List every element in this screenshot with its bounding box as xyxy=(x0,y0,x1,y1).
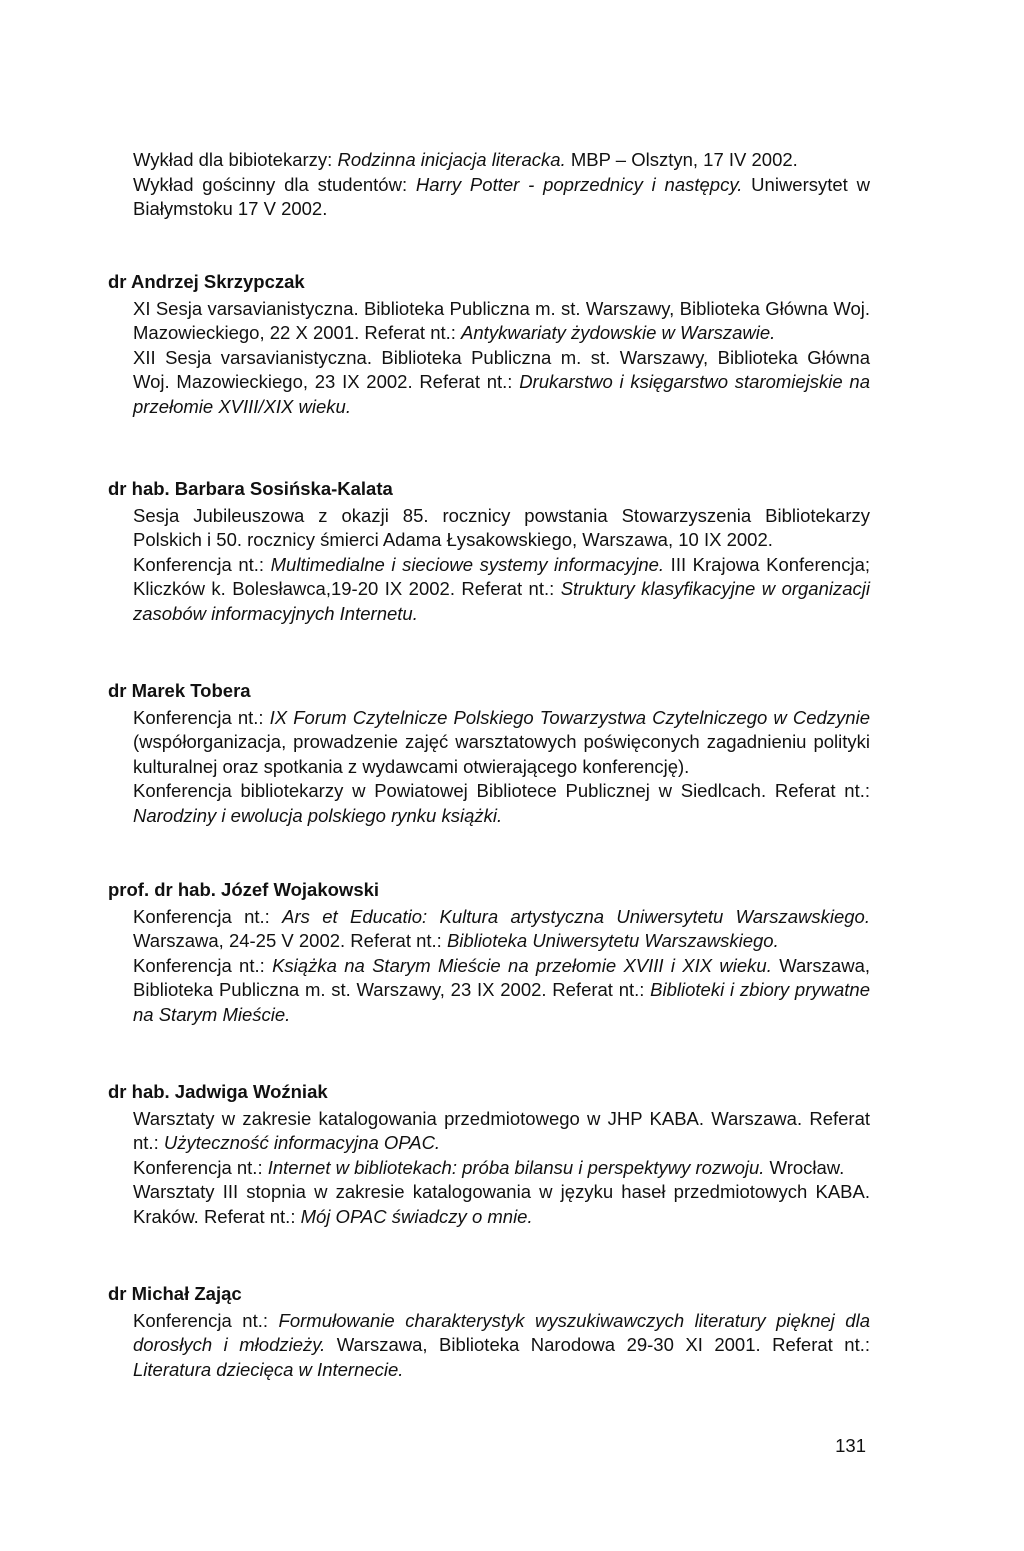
person-name: dr Michał Zając xyxy=(108,1283,242,1304)
entry-text: Konferencja nt.: xyxy=(133,553,271,575)
entry-title-text: Formułowanie charakterystyk wyszukiwawczych literatury pięknej dla dorosłych i młodzieży. xyxy=(133,1309,870,1355)
entry-text: Konferencja nt.: xyxy=(133,954,273,976)
person-section xyxy=(108,679,870,828)
person-name: dr hab. Barbara Sosińska-Kalata xyxy=(108,478,393,499)
entry-text: Warszawa, 24-25 V 2002. Referat nt.: xyxy=(133,930,447,951)
entry-text: Konferencja bibliotekarzy w Powiatowej Bibliotece Publicznej w Siedlcach. Referat nt.: xyxy=(133,780,870,801)
entry-text: Warsztaty w zakresie katalogowania przedmiotowego w JHP KABA. Warszawa. Referat nt.: xyxy=(133,1107,870,1153)
entry-paragraph xyxy=(133,905,870,954)
entry-title-text: Antykwariaty żydowskie w Warszawie. xyxy=(461,322,776,343)
entry-text: MBP – Olsztyn, 17 IV 2002. xyxy=(565,149,798,170)
entry-text: Konferencja nt.: xyxy=(133,1309,279,1331)
entry-title-text: Internet w bibliotekach: próba bilansu i perspektywy rozwoju. xyxy=(267,1156,765,1178)
entry-text: Konferencja nt.: xyxy=(133,905,283,927)
entry-title-text: Książka na Starym Mieście na przełomie XVIII i XIX wieku. xyxy=(272,954,772,976)
entry-title-text: IX Forum Czytelnicze Polskiego Towarzystwa Czytelniczego w Cedzynie xyxy=(269,706,870,728)
entry-paragraph xyxy=(133,504,870,553)
entry-list xyxy=(108,905,870,1028)
entry-list xyxy=(108,706,870,829)
page-number: 131 xyxy=(835,1435,866,1456)
entry-list xyxy=(108,504,870,627)
entry-text: (współorganizacja, prowadzenie zajęć warsztatowych poświęconych zagadnieniu polityki kulturalnej oraz spotkania z wydawcami otwierającego konferencję). xyxy=(133,731,870,777)
person-section xyxy=(108,477,870,626)
first-block xyxy=(133,148,870,222)
entry-title-text: Struktury klasyfikacyjne w organizacji zasobów informacyjnych Internetu. xyxy=(133,578,870,624)
entry-text: III Krajowa Konferencja; Kliczków k. Bolesławca,19-20 IX 2002. Referat nt.: xyxy=(133,553,870,599)
person-name: prof. dr hab. Józef Wojakowski xyxy=(108,879,380,900)
entry-paragraph xyxy=(133,553,870,627)
entry-paragraph xyxy=(133,706,870,780)
entry-paragraph xyxy=(133,779,870,828)
entry-paragraph xyxy=(133,954,870,1028)
person-section xyxy=(108,270,870,419)
entry-paragraph xyxy=(133,173,870,222)
entry-paragraph xyxy=(133,297,870,346)
entry-text: Konferencja nt.: xyxy=(133,706,270,728)
entry-text: Sesja Jubileuszowa z okazji 85. rocznicy powstania Stowarzyszenia Bibliotekarzy Polskich i 50. rocznicy śmierci Adama Łysakowskiego, Warszawa, 10 IX 2002. xyxy=(133,504,870,550)
entry-title-text: Harry Potter - poprzednicy i następcy. xyxy=(415,173,743,195)
entry-paragraph xyxy=(133,346,870,420)
person-section xyxy=(108,1080,870,1229)
entry-paragraph xyxy=(133,1180,870,1229)
entry-title-text: Użyteczność informacyjna OPAC. xyxy=(163,1132,441,1153)
entry-title-text: Multimedialne i sieciowe systemy informacyjne. xyxy=(270,553,665,575)
entry-title-text: Drukarstwo i księgarstwo staromiejskie na przełomie XVIII/XIX wieku. xyxy=(133,371,870,417)
entry-text: Wrocław. xyxy=(764,1156,845,1178)
entry-text: XII Sesja varsavianistyczna. Biblioteka Publiczna m. st. Warszawy, Biblioteka Główna Woj. Mazowieckiego, 23 IX 2002. Referat nt.: xyxy=(133,346,870,392)
entry-paragraph xyxy=(133,1156,870,1181)
entry-list xyxy=(108,1309,870,1383)
entry-paragraph xyxy=(133,1309,870,1383)
entry-list xyxy=(108,297,870,420)
person-name: dr Marek Tobera xyxy=(108,680,251,701)
entry-text: Konferencja nt.: xyxy=(133,1156,268,1178)
entry-text: Warszawa, Biblioteka Narodowa 29-30 XI 2001. Referat nt.: xyxy=(325,1334,870,1355)
entry-paragraph xyxy=(133,1107,870,1156)
entry-text: Wykład dla bibiotekarzy: xyxy=(133,149,338,170)
entry-list xyxy=(108,1107,870,1230)
entry-text: Uniwersytet w Białymstoku 17 V 2002. xyxy=(133,173,870,219)
entry-text: XI Sesja varsavianistyczna. Biblioteka Publiczna m. st. Warszawy, Biblioteka Główna Woj. Mazowieckiego, 22 X 2001. Referat nt.: xyxy=(133,297,870,343)
entry-title-text: Literatura dziecięca w Internecie. xyxy=(133,1358,404,1380)
person-name: dr Andrzej Skrzypczak xyxy=(108,271,305,292)
entry-text: Warsztaty III stopnia w zakresie katalogowania w języku haseł przedmiotowych KABA. Kraków. Referat nt.: xyxy=(133,1181,870,1227)
entry-title-text: Rodzinna inicjacja literacka. xyxy=(337,149,566,170)
entry-title-text: Narodziny i ewolucja polskiego rynku książki. xyxy=(133,804,503,826)
entry-title-text: Biblioteki i zbiory prywatne na Starym Mieście. xyxy=(133,979,870,1025)
person-section xyxy=(108,878,870,1027)
person-section xyxy=(108,1282,870,1382)
entry-paragraph xyxy=(133,148,870,173)
entry-text: Warszawa, Biblioteka Publiczna m. st. Warszawy, 23 IX 2002. Referat nt.: xyxy=(133,954,870,1000)
entry-text: Wykład gościnny dla studentów: xyxy=(133,173,416,195)
entry-title-text: Ars et Educatio: Kultura artystyczna Uniwersytetu Warszawskiego. xyxy=(282,905,870,927)
entry-title-text: Mój OPAC świadczy o mnie. xyxy=(300,1205,533,1227)
person-name: dr hab. Jadwiga Woźniak xyxy=(108,1081,328,1102)
entry-title-text: Biblioteka Uniwersytetu Warszawskiego. xyxy=(446,930,779,951)
